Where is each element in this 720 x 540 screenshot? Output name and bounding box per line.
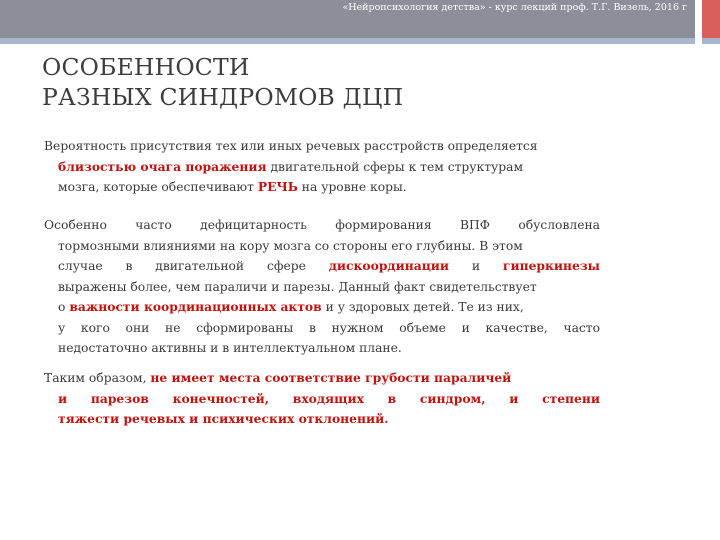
p1-line-1: Вероятность присутствия тех или иных речевых расстройств определяется [44, 139, 538, 153]
corner-accent-red [702, 0, 720, 38]
p1-highlight-lesion: близостью очага поражения [58, 158, 267, 174]
p3-line-3 [44, 409, 600, 430]
p3-line-1 [44, 368, 600, 389]
title-line-2: РАЗНЫХ СИНДРОМОВ ДЦП [42, 83, 404, 111]
corner-accent-blue [702, 38, 720, 44]
p2-line-3-b: и [449, 259, 503, 273]
header-accent-strip [0, 38, 695, 44]
p2-highlight-coordination: важности координационных актов [69, 299, 322, 314]
p2-line-5 [44, 297, 600, 318]
p3-highlight-2: и парезов конечностей, входящих в синдром, и степени [58, 390, 600, 406]
p2-highlight-hyperkinesis: гиперкинезы [502, 258, 601, 273]
p3-line-2 [44, 389, 600, 410]
header-bar [0, 0, 695, 38]
course-header-text: «Нейропсихология детства» - курс лекций проф. Т.Г. Визель, 2016 г [342, 2, 687, 13]
p1-line-3-a: мозга, которые обеспечивают [58, 180, 258, 194]
p2-highlight-discoordination: дискоординации [328, 258, 450, 273]
p2-line-3 [44, 256, 600, 277]
p2-line-6: у кого они не сформированы в нужном объеме и качестве, часто [58, 320, 600, 335]
title-line-1: ОСОБЕННОСТИ [42, 53, 250, 81]
p1-line-2 [44, 157, 600, 178]
slide-title [42, 52, 642, 112]
p1-line-3 [44, 177, 600, 198]
p3-highlight-1: не имеет места соответствие грубости параличей [150, 370, 512, 385]
p1-highlight-speech: РЕЧЬ [257, 179, 298, 194]
p2-line-4: выражены более, чем параличи и парезы. Данный факт свидетельствует [58, 279, 537, 294]
p1-line-2-text: двигательной сферы к тем структурам [266, 159, 524, 174]
p2-line-3-a: случае в двигательной сфере [58, 259, 329, 273]
p1-line-3-b: на уровне коры. [297, 180, 407, 194]
p2-line-2: тормозными влияниями на кору мозга со стороны его глубины. В этом [58, 238, 523, 253]
paragraph-2 [44, 215, 600, 359]
p2-line-7: недостаточно активны и в интеллектуальном плане. [58, 341, 402, 355]
p2-line-5-b: и у здоровых детей. Те из них, [321, 300, 524, 314]
p3-highlight-3: тяжести речевых и психических отклонений. [58, 411, 389, 426]
p2-line-1: Особенно часто дефицитарность формирования ВПФ обусловлена [44, 218, 600, 232]
paragraph-1 [44, 136, 600, 198]
p2-line-5-a: о [58, 300, 70, 314]
p3-line-1-a: Таким образом, [44, 371, 151, 385]
paragraph-3 [44, 368, 600, 430]
